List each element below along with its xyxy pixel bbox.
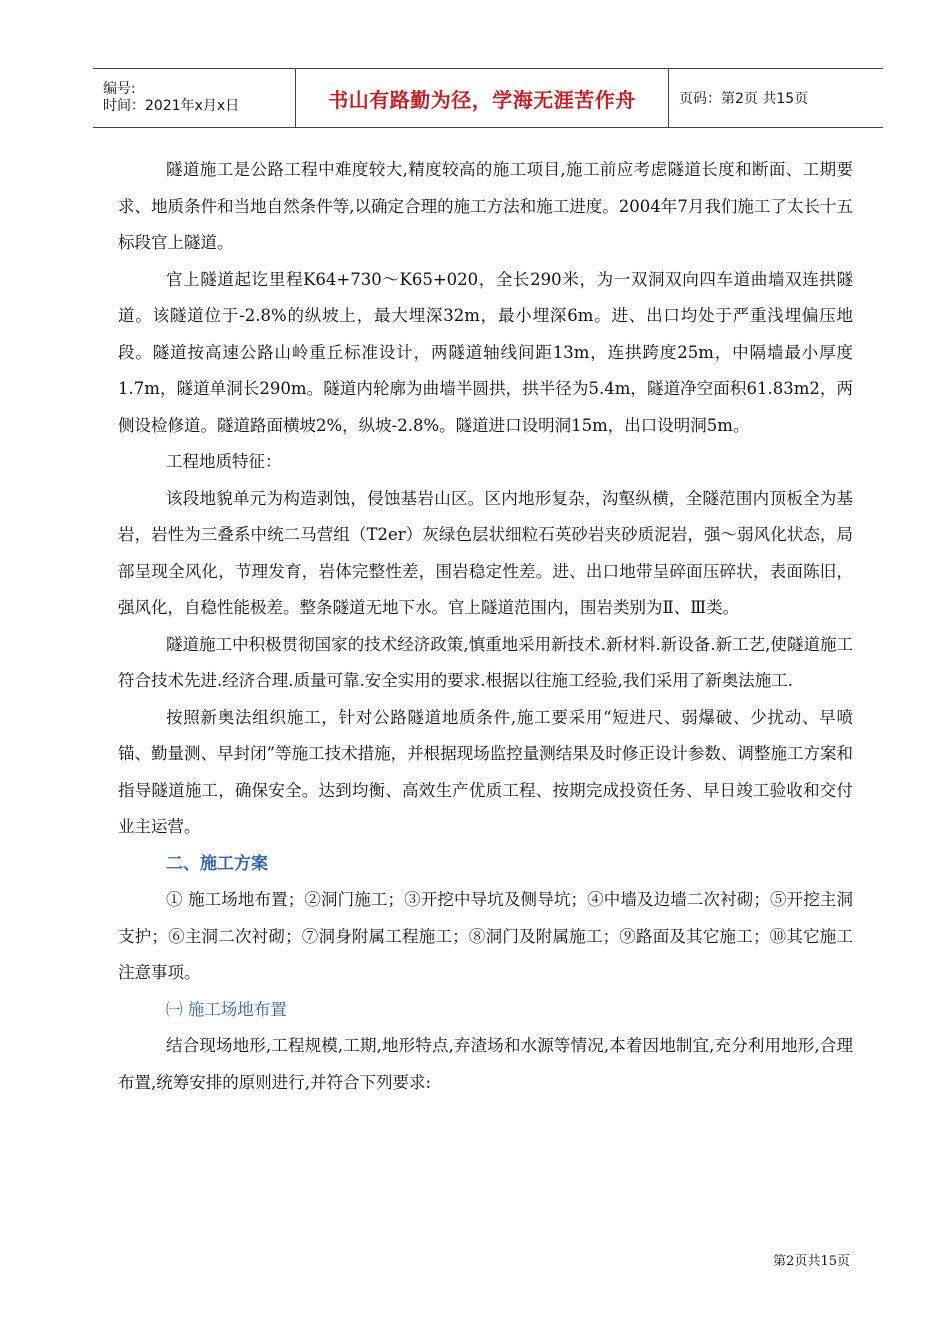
time-label: 时间：2021年x月x日 (103, 98, 240, 114)
header-page-cell (669, 69, 883, 127)
page-label: 页码：第2页 共15页 (679, 91, 809, 107)
paragraph-policy: 隧道施工中积极贯彻国家的技术经济政策,慎重地采用新技术.新材料.新设备.新工艺,使隧道施工符合技术先进.经济合理.质量可靠.安全实用的要求.根据以往施工经验,我们采用了新奥法施工. (118, 634, 853, 690)
header-left-cell (93, 69, 295, 127)
header-motto: 书山有路勤为径，学海无涯苦作舟 (328, 87, 636, 112)
paragraph-plan-list: ① 施工场地布置；②洞门施工；③开挖中导坑及侧导坑；④中墙及边墙二次衬砌；⑤开挖主洞支护；⑥主洞二次衬砌；⑦洞身附属工程施工；⑧洞门及附属施工；⑨路面及其它施工；⑩其它施工注意事项。 (118, 890, 853, 982)
paragraph-intro: 隧道施工是公路工程中难度较大,精度较高的施工项目,施工前应考虑隧道长度和断面、工期要求、地质条件和当地自然条件等,以确定合理的施工方法和施工进度。2004年7月我们施工了太长十五标段官上隧道。 (118, 160, 853, 252)
header-motto-cell (295, 69, 669, 127)
number-label: 编号: (103, 81, 136, 97)
subheading-site-layout: ㈠ 施工场地布置 (166, 999, 287, 1019)
paragraph-nato-method: 按照新奥法组织施工，针对公路隧道地质条件,施工要采用“短进尺、弱爆破、少扰动、早喷锚、勤量测、早封闭”等施工技术措施，并根据现场监控量测结果及时修正设计参数、调整施工方案和指导隧道施工，确保安全。达到均衡、高效生产优质工程、按期完成投资任务、早日竣工验收和交付业主运营。 (118, 707, 853, 836)
section-heading-construction-plan: 二、施工方案 (166, 853, 268, 874)
paragraph-geology-label: 工程地质特征： (166, 452, 282, 471)
paragraph-site-layout: 结合现场地形,工程规模,工期,地形特点,弃渣场和水源等情况,本着因地制宜,充分利用地形,合理布置,统筹安排的原则进行,并符合下列要求: (118, 1036, 853, 1092)
page-header (93, 68, 883, 128)
paragraph-tunnel-overview: 官上隧道起讫里程K64+730～K65+020，全长290米，为一双洞双向四车道曲墙双连拱隧道。该隧道位于-2.8%的纵坡上，最大埋深32m，最小埋深6m。进、出口均处于严重浅埋偏压地段。隧道按高速公路山岭重丘标准设计，两隧道轴线间距13m，连拱跨度25m，中隔墙最小厚度1.7m，隧道单洞长290m。隧道内轮廓为曲墙半圆拱，拱半径为5.4m，隧道净空面积61.83m2，两侧设检修道。隧道路面横坡2%，纵坡-2.8%。隧道进口设明洞15m，出口设明洞5m。 (118, 269, 853, 435)
page-footer: 第2页共15页 (773, 1254, 850, 1269)
document-body (118, 152, 853, 1101)
paragraph-geology: 该段地貌单元为构造剥蚀，侵蚀基岩山区。区内地形复杂，沟壑纵横，全隧范围内顶板全为基岩，岩性为三叠系中统二马营组（T2er）灰绿色层状细粒石英砂岩夹砂质泥岩，强～弱风化状态，局部呈现全风化，节理发育，岩体完整性差，围岩稳定性差。进、出口地带呈碎面压碎状，表面陈旧，强风化，自稳性能极差。整条隧道无地下水。官上隧道范围内，围岩类别为Ⅱ、Ⅲ类。 (118, 488, 853, 617)
